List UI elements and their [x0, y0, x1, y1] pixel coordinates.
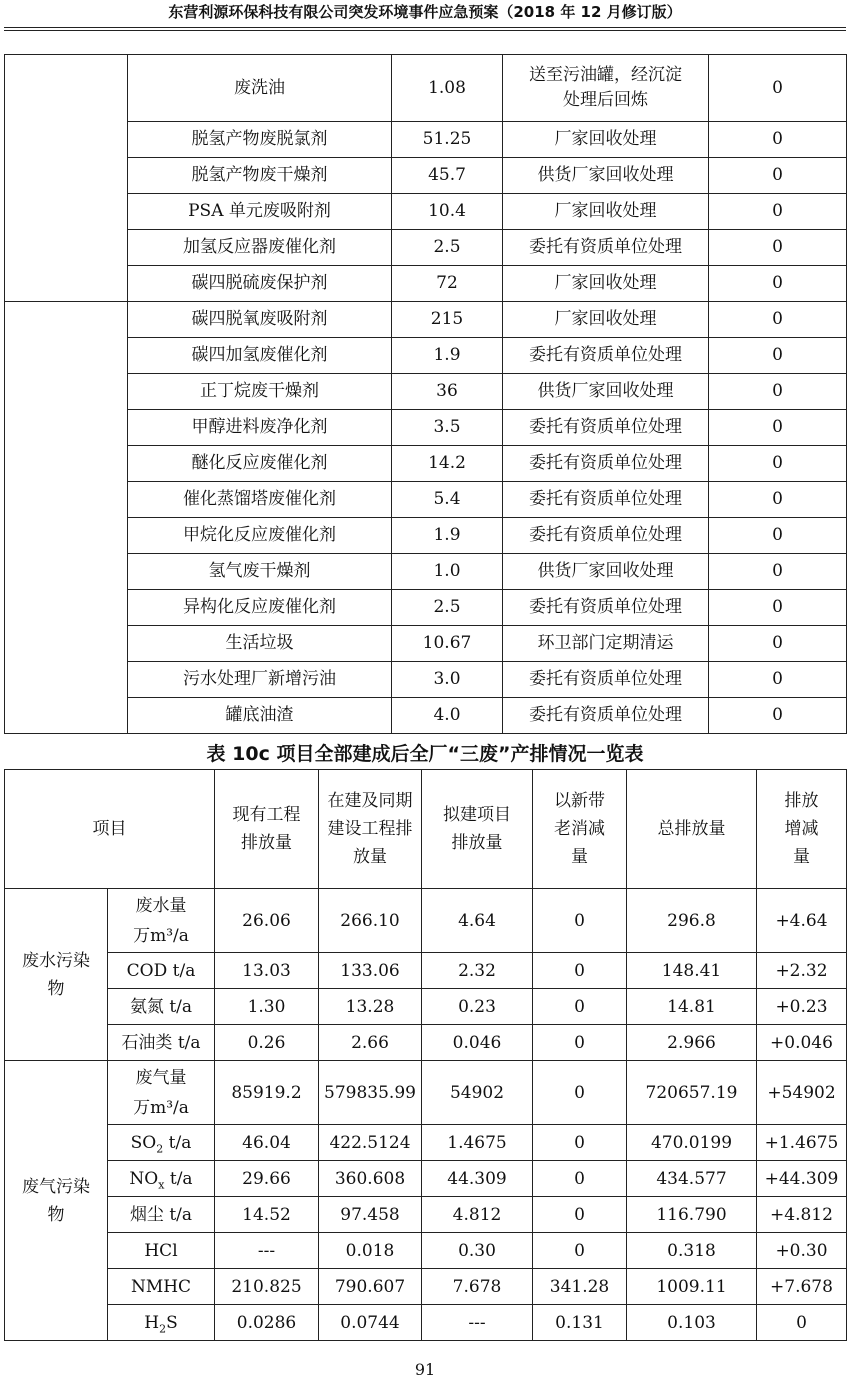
value-cell: 0.0286 [215, 1305, 319, 1341]
table-row [5, 482, 847, 518]
group-cell [5, 55, 128, 302]
value-cell: 341.28 [533, 1269, 627, 1305]
pollutant-label [108, 889, 215, 953]
table-row [5, 518, 847, 554]
cell-name: 异构化反应废催化剂 [128, 590, 392, 626]
value-cell: 85919.2 [215, 1061, 319, 1125]
cell-discharge: 0 [709, 554, 847, 590]
page-header [0, 0, 850, 27]
cell-discharge: 0 [709, 302, 847, 338]
table-row [5, 889, 847, 953]
value-cell: 720657.19 [627, 1061, 757, 1125]
value-cell: 14.81 [627, 989, 757, 1025]
cell-method: 送至污油罐，经沉淀处理后回炼 [503, 55, 709, 122]
cell-amount: 10.67 [392, 626, 503, 662]
value-cell: 0.103 [627, 1305, 757, 1341]
pollutant-label [108, 1161, 215, 1197]
header-title: 东营利源环保科技有限公司突发环境事件应急预案（2018 年 12 月修订版） [168, 3, 682, 21]
cell-amount: 2.5 [392, 230, 503, 266]
value-cell: 1.30 [215, 989, 319, 1025]
cell-method: 委托有资质单位处理 [503, 518, 709, 554]
pollutant-label: 氨氮 t/a [108, 989, 215, 1025]
value-cell: --- [422, 1305, 533, 1341]
value-cell: 0.318 [627, 1233, 757, 1269]
cell-method: 厂家回收处理 [503, 194, 709, 230]
cell-name: 氢气废干燥剂 [128, 554, 392, 590]
value-cell: 210.825 [215, 1269, 319, 1305]
cell-discharge: 0 [709, 662, 847, 698]
value-cell: 26.06 [215, 889, 319, 953]
header-rule-2 [4, 30, 846, 31]
cell-method: 厂家回收处理 [503, 122, 709, 158]
value-cell: 46.04 [215, 1125, 319, 1161]
value-cell: 0 [533, 1161, 627, 1197]
cell-discharge: 0 [709, 410, 847, 446]
table-row [5, 554, 847, 590]
cell-method: 供货厂家回收处理 [503, 158, 709, 194]
value-cell: 790.607 [319, 1269, 422, 1305]
table-row [5, 374, 847, 410]
cell-method: 委托有资质单位处理 [503, 482, 709, 518]
table-row [5, 626, 847, 662]
value-cell: 2.66 [319, 1025, 422, 1061]
value-cell: 14.52 [215, 1197, 319, 1233]
category-cell: 废水污染物 [5, 889, 108, 1061]
value-cell: 54902 [422, 1061, 533, 1125]
cell-amount: 14.2 [392, 446, 503, 482]
cell-name: 碳四脱硫废保护剂 [128, 266, 392, 302]
value-cell: 148.41 [627, 953, 757, 989]
value-cell: 97.458 [319, 1197, 422, 1233]
header-offset: 以新带老消减量 [533, 770, 627, 889]
value-cell: +2.32 [757, 953, 847, 989]
value-cell: +7.678 [757, 1269, 847, 1305]
value-cell: 13.03 [215, 953, 319, 989]
cell-name: 加氢反应器废催化剂 [128, 230, 392, 266]
value-cell: +0.046 [757, 1025, 847, 1061]
table-caption: 表 10c 项目全部建成后全厂“三废”产排情况一览表 [206, 743, 644, 765]
cell-method: 委托有资质单位处理 [503, 230, 709, 266]
value-cell: 470.0199 [627, 1125, 757, 1161]
value-cell: 360.608 [319, 1161, 422, 1197]
cell-amount: 1.0 [392, 554, 503, 590]
category-cell: 废气污染物 [5, 1061, 108, 1341]
header-total: 总排放量 [627, 770, 757, 889]
cell-discharge: 0 [709, 266, 847, 302]
value-cell: 2.966 [627, 1025, 757, 1061]
header-change: 排放增减量 [757, 770, 847, 889]
pollutant-label: NMHC [108, 1269, 215, 1305]
cell-amount: 4.0 [392, 698, 503, 734]
pollutant-label [108, 1061, 215, 1125]
pollutant-subscript: 2 [156, 1141, 164, 1155]
cell-name: 脱氢产物废脱氯剂 [128, 122, 392, 158]
cell-discharge: 0 [709, 446, 847, 482]
header-rule [4, 27, 846, 28]
table-row [5, 266, 847, 302]
pollutant-label: 石油类 t/a [108, 1025, 215, 1061]
cell-amount: 1.9 [392, 338, 503, 374]
pollutant-unit: 万m³/a [133, 1097, 189, 1118]
cell-name: 醚化反应废催化剂 [128, 446, 392, 482]
value-cell: 0 [533, 1061, 627, 1125]
value-cell: +44.309 [757, 1161, 847, 1197]
cell-discharge: 0 [709, 374, 847, 410]
pollutant-label [108, 1125, 215, 1161]
table-row [5, 338, 847, 374]
value-cell: 7.678 [422, 1269, 533, 1305]
value-cell: 0.26 [215, 1025, 319, 1061]
cell-amount: 3.0 [392, 662, 503, 698]
cell-method: 委托有资质单位处理 [503, 410, 709, 446]
cell-method: 委托有资质单位处理 [503, 590, 709, 626]
value-cell: 4.812 [422, 1197, 533, 1233]
cell-name: 甲醇进料废净化剂 [128, 410, 392, 446]
table-row [5, 230, 847, 266]
pollutant-unit: 万m³/a [133, 925, 189, 946]
cell-name: PSA 单元废吸附剂 [128, 194, 392, 230]
value-cell: 0 [533, 989, 627, 1025]
header-item: 项目 [5, 770, 215, 889]
value-cell: 0.046 [422, 1025, 533, 1061]
cell-amount: 51.25 [392, 122, 503, 158]
cell-method: 委托有资质单位处理 [503, 446, 709, 482]
header-existing: 现有工程排放量 [215, 770, 319, 889]
cell-amount: 1.9 [392, 518, 503, 554]
three-wastes-table [4, 769, 847, 1341]
table-row [5, 590, 847, 626]
table-row [5, 446, 847, 482]
cell-discharge: 0 [709, 626, 847, 662]
group-cell [5, 302, 128, 734]
value-cell: 0 [533, 1233, 627, 1269]
table-row [5, 158, 847, 194]
cell-discharge: 0 [709, 590, 847, 626]
table-row [5, 698, 847, 734]
value-cell: 133.06 [319, 953, 422, 989]
value-cell: 29.66 [215, 1161, 319, 1197]
cell-discharge: 0 [709, 55, 847, 122]
table-row [5, 662, 847, 698]
value-cell: 0.018 [319, 1233, 422, 1269]
pollutant-label [108, 1305, 215, 1341]
table-row [5, 1125, 847, 1161]
cell-discharge: 0 [709, 518, 847, 554]
value-cell: 0 [533, 1125, 627, 1161]
table-row [5, 302, 847, 338]
value-cell: 266.10 [319, 889, 422, 953]
cell-discharge: 0 [709, 194, 847, 230]
value-cell: +0.30 [757, 1233, 847, 1269]
cell-amount: 1.08 [392, 55, 503, 122]
cell-method: 厂家回收处理 [503, 302, 709, 338]
value-cell: +54902 [757, 1061, 847, 1125]
cell-discharge: 0 [709, 698, 847, 734]
value-cell: 0.30 [422, 1233, 533, 1269]
table-row [5, 410, 847, 446]
cell-method: 委托有资质单位处理 [503, 698, 709, 734]
value-cell: 44.309 [422, 1161, 533, 1197]
table-row [5, 1025, 847, 1061]
value-cell: 0 [533, 889, 627, 953]
pollutant-subscript: 2 [159, 1321, 167, 1335]
value-cell: 422.5124 [319, 1125, 422, 1161]
cell-name: 生活垃圾 [128, 626, 392, 662]
header-proposed: 拟建项目排放量 [422, 770, 533, 889]
cell-name: 正丁烷废干燥剂 [128, 374, 392, 410]
cell-name: 甲烷化反应废催化剂 [128, 518, 392, 554]
value-cell: 1.4675 [422, 1125, 533, 1161]
cell-discharge: 0 [709, 158, 847, 194]
cell-amount: 45.7 [392, 158, 503, 194]
value-cell: 0 [533, 953, 627, 989]
value-cell: 116.790 [627, 1197, 757, 1233]
header-row [5, 770, 847, 889]
value-cell: 0 [533, 1025, 627, 1061]
cell-method: 厂家回收处理 [503, 266, 709, 302]
value-cell: --- [215, 1233, 319, 1269]
pollutant-unit: S [166, 1312, 178, 1333]
pollutant-name: 废气量 [135, 1067, 187, 1088]
cell-discharge: 0 [709, 122, 847, 158]
table-row [5, 1061, 847, 1125]
value-cell: 296.8 [627, 889, 757, 953]
cell-name: 脱氢产物废干燥剂 [128, 158, 392, 194]
value-cell: +4.812 [757, 1197, 847, 1233]
table-row [5, 1269, 847, 1305]
page-number: 91 [414, 1360, 436, 1379]
value-cell: 0.131 [533, 1305, 627, 1341]
value-cell: 579835.99 [319, 1061, 422, 1125]
table-row [5, 1161, 847, 1197]
cell-name: 罐底油渣 [128, 698, 392, 734]
cell-discharge: 0 [709, 338, 847, 374]
cell-method: 委托有资质单位处理 [503, 662, 709, 698]
pollutant-label: 烟尘 t/a [108, 1197, 215, 1233]
pollutant-name: H [144, 1312, 160, 1333]
continued-waste-table [4, 54, 847, 734]
cell-method: 委托有资质单位处理 [503, 338, 709, 374]
value-cell: 4.64 [422, 889, 533, 953]
value-cell: 0 [533, 1197, 627, 1233]
cell-amount: 2.5 [392, 590, 503, 626]
cell-amount: 72 [392, 266, 503, 302]
pollutant-subscript: x [158, 1177, 165, 1191]
cell-name: 污水处理厂新增污油 [128, 662, 392, 698]
cell-name: 催化蒸馏塔废催化剂 [128, 482, 392, 518]
table-row [5, 989, 847, 1025]
pollutant-label: COD t/a [108, 953, 215, 989]
value-cell: 13.28 [319, 989, 422, 1025]
value-cell: 1009.11 [627, 1269, 757, 1305]
cell-name: 碳四脱氧废吸附剂 [128, 302, 392, 338]
table-row [5, 1233, 847, 1269]
cell-name: 废洗油 [128, 55, 392, 122]
pollutant-name: 废水量 [135, 895, 187, 916]
value-cell: 0.23 [422, 989, 533, 1025]
value-cell: +1.4675 [757, 1125, 847, 1161]
table-row [5, 1305, 847, 1341]
cell-name: 碳四加氢废催化剂 [128, 338, 392, 374]
value-cell: +0.23 [757, 989, 847, 1025]
pollutant-label: HCl [108, 1233, 215, 1269]
cell-discharge: 0 [709, 482, 847, 518]
table-row [5, 122, 847, 158]
cell-amount: 3.5 [392, 410, 503, 446]
cell-method: 供货厂家回收处理 [503, 374, 709, 410]
table-row [5, 1197, 847, 1233]
cell-amount: 10.4 [392, 194, 503, 230]
cell-method: 环卫部门定期清运 [503, 626, 709, 662]
pollutant-unit: t/a [163, 1132, 192, 1153]
cell-amount: 5.4 [392, 482, 503, 518]
value-cell: +4.64 [757, 889, 847, 953]
table-row [5, 194, 847, 230]
header-under-construction: 在建及同期建设工程排放量 [319, 770, 422, 889]
cell-amount: 215 [392, 302, 503, 338]
value-cell: 0 [757, 1305, 847, 1341]
table-row [5, 55, 847, 122]
value-cell: 0.0744 [319, 1305, 422, 1341]
pollutant-name: SO [130, 1132, 157, 1153]
value-cell: 434.577 [627, 1161, 757, 1197]
cell-amount: 36 [392, 374, 503, 410]
table-row [5, 953, 847, 989]
value-cell: 2.32 [422, 953, 533, 989]
cell-method: 供货厂家回收处理 [503, 554, 709, 590]
cell-discharge: 0 [709, 230, 847, 266]
pollutant-name: NO [129, 1168, 159, 1189]
pollutant-unit: t/a [164, 1168, 193, 1189]
